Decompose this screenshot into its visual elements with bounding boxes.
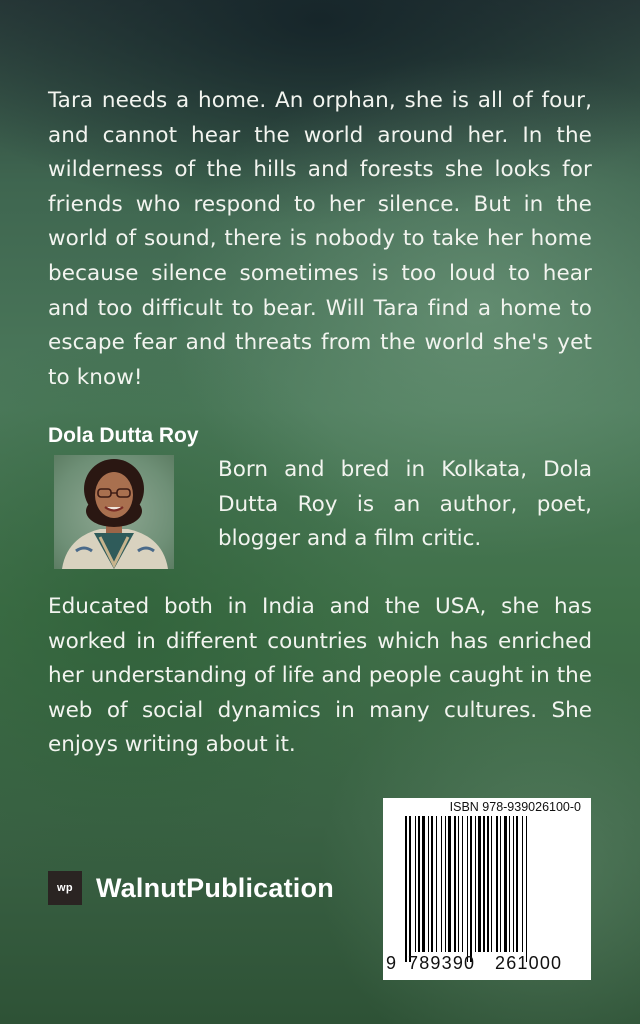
publisher-logo-icon: wp xyxy=(48,871,82,905)
barcode-bar xyxy=(418,816,420,952)
barcode-bar xyxy=(516,816,518,952)
barcode-bar xyxy=(513,816,514,952)
barcode-bar xyxy=(475,816,476,952)
author-bio: Born and bred in Kolkata, Dola Dutta Roy is an author, poet, blogger and a film critic. xyxy=(218,457,592,552)
barcode-bar xyxy=(487,816,489,952)
barcode-bar xyxy=(509,816,510,952)
isbn-number: ISBN 978-939026100-0 xyxy=(449,800,581,814)
barcode-left-digits: 789390 xyxy=(408,953,476,973)
barcode-bar xyxy=(470,816,472,962)
barcode-bar xyxy=(504,816,507,952)
barcode-bar xyxy=(454,816,456,952)
barcode-bar xyxy=(522,816,523,952)
author-education-paragraph: Educated both in India and the USA, she has worked in different countries which has enriched her understanding of life and people caught in the web of social dynamics in many cultures. She enjoys writing about it. xyxy=(48,594,592,758)
author-name: Dola Dutta Roy xyxy=(48,424,199,447)
barcode-bar xyxy=(526,816,527,962)
author-photo xyxy=(54,455,174,569)
barcode-bar xyxy=(431,816,433,952)
barcode-right-digits: 261000 xyxy=(495,953,563,973)
barcode-bar xyxy=(409,816,411,962)
barcode-bar xyxy=(445,816,446,952)
barcode-bar xyxy=(441,816,442,952)
barcode-bar xyxy=(458,816,459,952)
barcode-bar xyxy=(500,816,501,952)
barcode-first-digit: 9 xyxy=(386,953,397,973)
back-cover-blurb: Tara needs a home. An orphan, she is all of four, and cannot hear the world around her. In the wilderness of the hills and forests she looks for friends who respond to her silence. But in the world of sound, there is nobody to take her home because silence sometimes is too loud to hear and too difficult to bear. Will Tara find a home to escape fear and threats from the world she's yet to know! xyxy=(48,88,592,390)
publisher-name: WalnutPublication xyxy=(96,872,334,903)
barcode-bar xyxy=(483,816,485,952)
barcode-bar xyxy=(436,816,437,952)
barcode-bar xyxy=(405,816,407,962)
barcode-bar xyxy=(462,816,463,952)
barcode-bar xyxy=(415,816,416,952)
barcode-bar xyxy=(467,816,468,962)
barcode-bar xyxy=(496,816,498,952)
barcode-bar xyxy=(491,816,492,952)
barcode-bar xyxy=(448,816,451,952)
barcode-bar xyxy=(428,816,429,952)
barcode-bar xyxy=(478,816,481,952)
author-portrait-image xyxy=(54,455,174,569)
publisher-block xyxy=(48,870,334,906)
isbn-barcode xyxy=(383,798,591,980)
barcode-bar xyxy=(422,816,425,952)
